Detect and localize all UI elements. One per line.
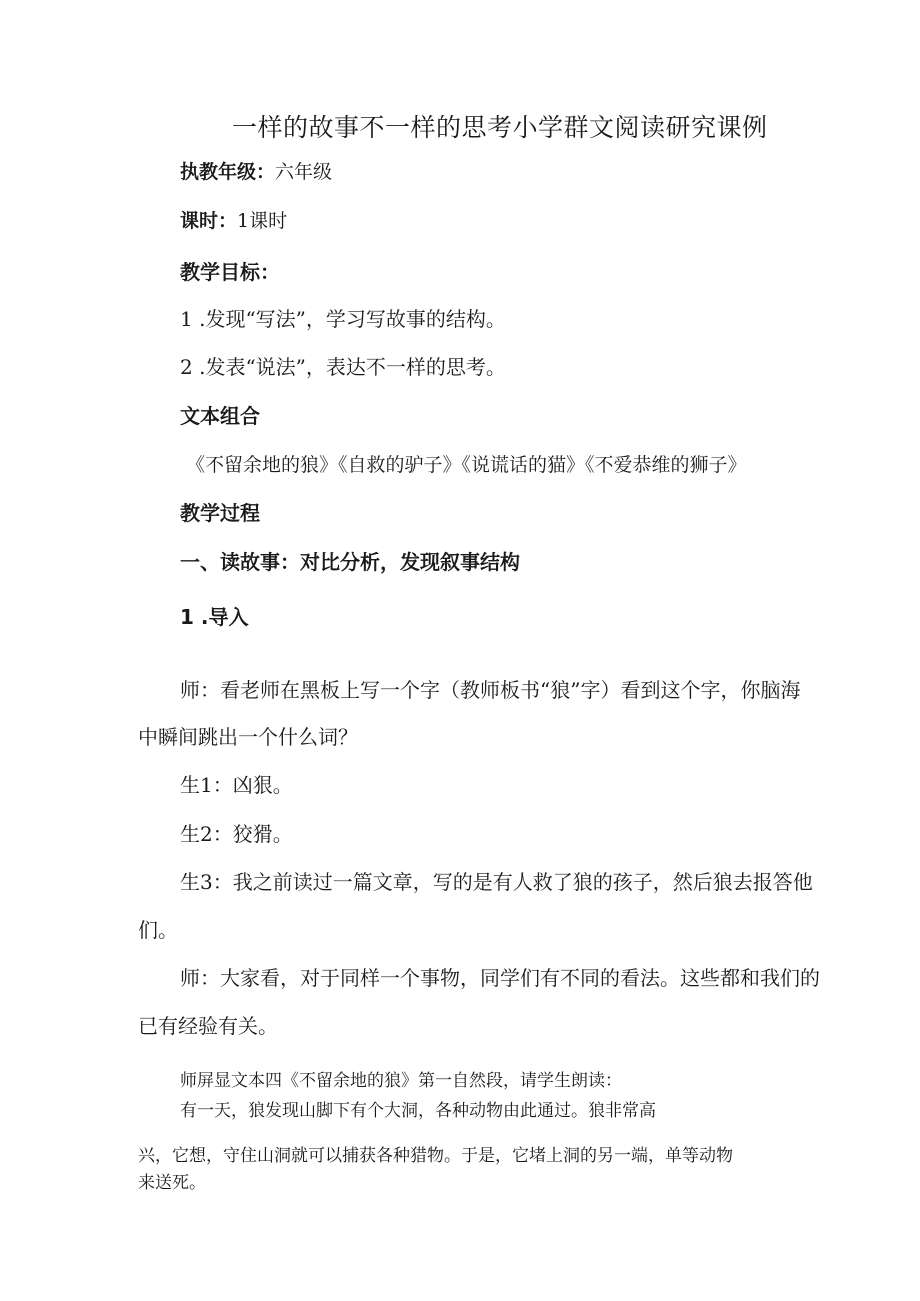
document-title: 一样的故事不一样的思考小学群文阅读研究课例 bbox=[232, 113, 768, 142]
dialogue-line-5: 生3：我之前读过一篇文章，写的是有人救了狼的孩子，然后狼去报答他 bbox=[180, 870, 813, 894]
grade-row bbox=[180, 157, 332, 184]
texts-heading: 文本组合 bbox=[180, 404, 260, 428]
texts-list: 《不留余地的狼》《自救的驴子》《说谎话的猫》《不爱恭维的狮子》 bbox=[186, 454, 747, 476]
grade-value: 六年级 bbox=[275, 161, 333, 183]
hours-row bbox=[180, 206, 287, 233]
dialogue-line-8: 已有经验有关。 bbox=[138, 1014, 278, 1038]
step-1-heading: 1 .导入 bbox=[180, 605, 249, 629]
goals-heading: 教学目标： bbox=[180, 260, 280, 284]
goal-item-2: 2 .发表“说法”，表达不一样的思考。 bbox=[180, 355, 506, 379]
hours-label: 课时： bbox=[180, 210, 238, 232]
excerpt-line-2: 兴，它想，守住山洞就可以捕获各种猎物。于是，它堵上洞的另一端，单等动物 bbox=[138, 1146, 733, 1166]
dialogue-line-6: 们。 bbox=[138, 918, 178, 942]
hours-value: 1课时 bbox=[237, 210, 288, 232]
dialogue-line-3: 生1：凶狠。 bbox=[180, 773, 293, 797]
section-1-heading: 一、读故事：对比分析，发现叙事结构 bbox=[180, 550, 520, 574]
dialogue-line-2: 中瞬间跳出一个什么词？ bbox=[138, 725, 358, 749]
process-heading: 教学过程 bbox=[180, 501, 260, 525]
grade-label: 执教年级： bbox=[180, 161, 276, 183]
excerpt-intro: 师屏显文本四《不留余地的狼》第一自然段，请学生朗读： bbox=[180, 1071, 622, 1091]
dialogue-line-7: 师：大家看，对于同样一个事物，同学们有不同的看法。这些都和我们的 bbox=[180, 966, 820, 990]
excerpt-line-3: 来送死。 bbox=[138, 1173, 206, 1193]
excerpt-line-1: 有一天，狼发现山脚下有个大洞，各种动物由此通过。狼非常高 bbox=[180, 1101, 656, 1121]
dialogue-line-4: 生2：狡猾。 bbox=[180, 822, 293, 846]
dialogue-line-1: 师：看老师在黑板上写一个字（教师板书“狼”字）看到这个字，你脑海 bbox=[180, 678, 801, 702]
goal-item-1: 1 .发现“写法”，学习写故事的结构。 bbox=[180, 307, 506, 331]
